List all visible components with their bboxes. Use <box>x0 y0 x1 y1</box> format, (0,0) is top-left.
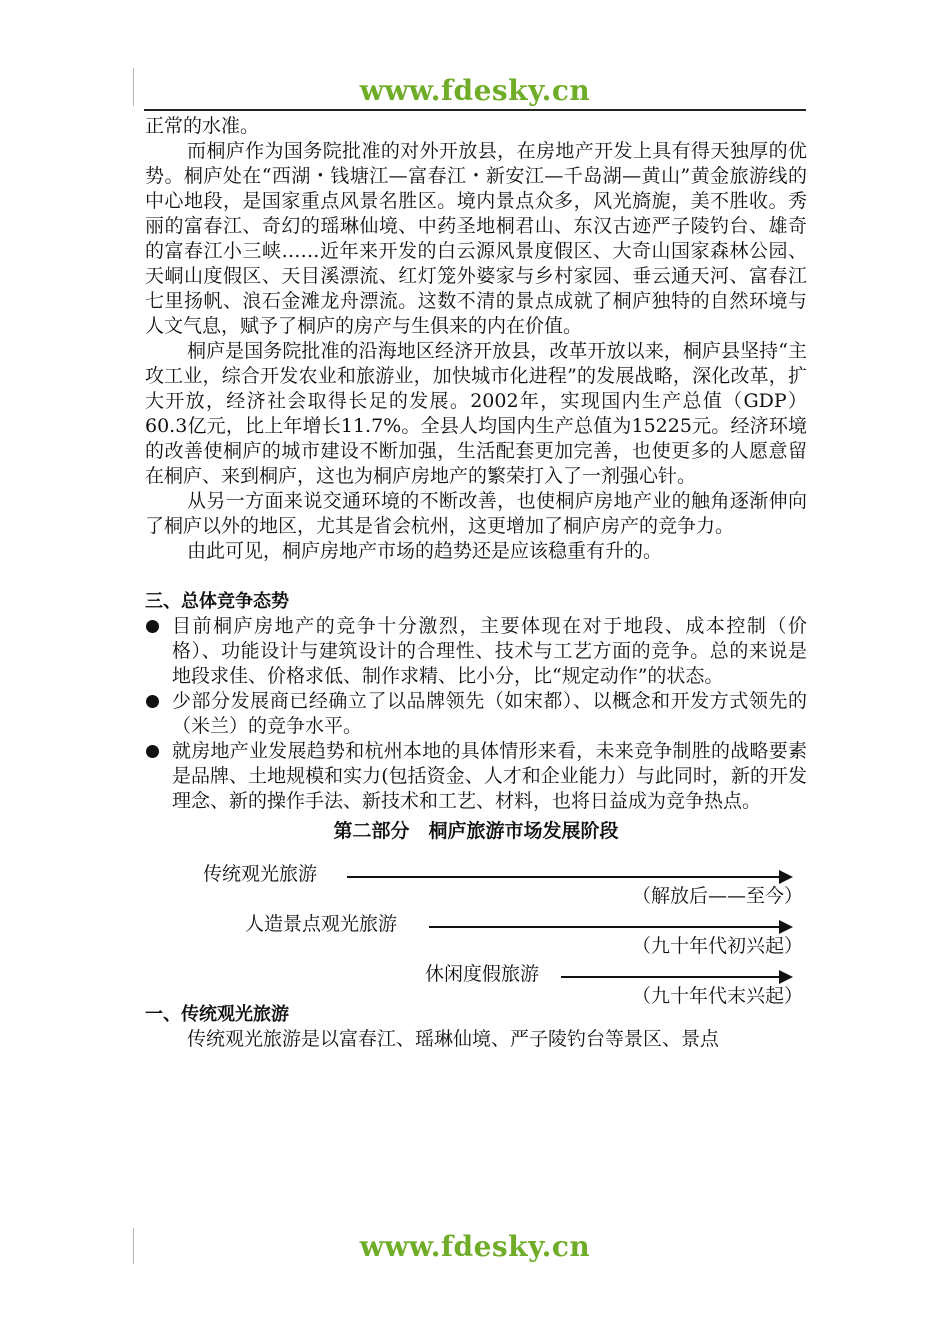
timeline-row <box>145 902 807 957</box>
document-body <box>145 114 807 1052</box>
list-item <box>145 739 807 814</box>
timeline-stage-period: （解放后——至今） <box>631 885 803 907</box>
timeline-stage-period: （九十年代初兴起） <box>631 935 803 957</box>
footer-site-url: www.fdesky.cn <box>359 1230 591 1263</box>
timeline-stage-label: 休闲度假旅游 <box>425 963 540 985</box>
header-rule <box>144 109 806 111</box>
section-heading-competition: 三、总体竞争态势 <box>145 591 289 612</box>
bullet-icon <box>146 620 159 633</box>
timeline-arrow <box>347 876 791 878</box>
list-item <box>145 614 807 689</box>
competition-bullet-list <box>145 614 807 814</box>
paragraph-transport: 从另一方面来说交通环境的不断改善，也使桐庐房地产业的触角逐渐伸向了桐庐以外的地区，尤其是省会杭州，这更增加了桐庐房产的竞争力。 <box>145 490 807 537</box>
timeline-stage-period: （九十年代末兴起） <box>631 985 803 1007</box>
list-item <box>145 689 807 739</box>
paragraph-traditional: 传统观光旅游是以富春江、瑶琳仙境、严子陵钓台等景区、景点 <box>187 1028 720 1050</box>
timeline-row <box>145 952 807 1007</box>
paragraph-conclusion: 由此可见，桐庐房地产市场的趋势还是应该稳重有升的。 <box>187 540 663 562</box>
bullet-text: 就房地产业发展趋势和杭州本地的具体情形来看，未来竞争制胜的战略要素是品牌、土地规模和实力(包括资金、人才和企业能力）与此同时，新的开发理念、新的操作手法、新技术和工艺、材料，也将日益成为竞争热点。 <box>172 740 807 812</box>
header-site-url: www.fdesky.cn <box>359 74 591 107</box>
part-title: 第二部分 桐庐旅游市场发展阶段 <box>333 820 619 842</box>
paragraph-economy: 桐庐是国务院批准的沿海地区经济开放县，改革开放以来，桐庐县坚持“主攻工业，综合开发农业和旅游业，加快城市化进程”的发展战略，深化改革，扩大开放，经济社会取得长足的发展。2002年，实现国内生产总值（GDP）60.3亿元，比上年增长11.7%。全县人均国内生产总值为15225元。经济环境的改善使桐庐的城市建设不断加强，生活配套更加完善，也使更多的人愿意留在桐庐、来到桐庐，这也为桐庐房地产的繁荣打入了一剂强心针。 <box>145 340 807 487</box>
bullet-icon <box>146 695 159 708</box>
tourism-stage-timeline <box>145 852 807 1007</box>
bullet-text: 少部分发展商已经确立了以品牌领先（如宋都）、以概念和开发方式领先的（米兰）的竞争水平。 <box>172 690 807 737</box>
subsection-heading-traditional: 一、传统观光旅游 <box>145 1004 289 1025</box>
timeline-arrow <box>561 976 791 978</box>
timeline-stage-label: 人造景点观光旅游 <box>245 913 398 935</box>
timeline-stage-label: 传统观光旅游 <box>203 863 318 885</box>
spacer <box>145 564 807 589</box>
timeline-row <box>145 852 807 907</box>
bullet-icon <box>146 745 159 758</box>
bullet-text: 目前桐庐房地产的竞争十分激烈，主要体现在对于地段、成本控制（价格）、功能设计与建筑设计的合理性、技术与工艺方面的竞争。总的来说是地段求佳、价格求低、制作求精、比小分，比“规定动作”的状态。 <box>172 615 807 687</box>
paragraph-advantages: 而桐庐作为国务院批准的对外开放县，在房地产开发上具有得天独厚的优势。桐庐处在“西湖・钱塘江—富春江・新安江—千岛湖—黄山”黄金旅游线的中心地段，是国家重点风景名胜区。境内景点众多，风光旖旎，美不胜收。秀丽的富春江、奇幻的瑶琳仙境、中药圣地桐君山、东汉古迹严子陵钓台、雄奇的富春江小三峡……近年来开发的白云源风景度假区、大奇山国家森林公园、天峒山度假区、天目溪漂流、红灯笼外婆家与乡村家园、垂云通天河、富春江七里扬帆、浪石金滩龙舟漂流。这数不清的景点成就了桐庐独特的自然环境与人文气息，赋予了桐庐的房产与生俱来的内在价值。 <box>145 140 807 337</box>
lead-line: 正常的水准。 <box>145 115 260 137</box>
timeline-arrow <box>429 926 791 928</box>
